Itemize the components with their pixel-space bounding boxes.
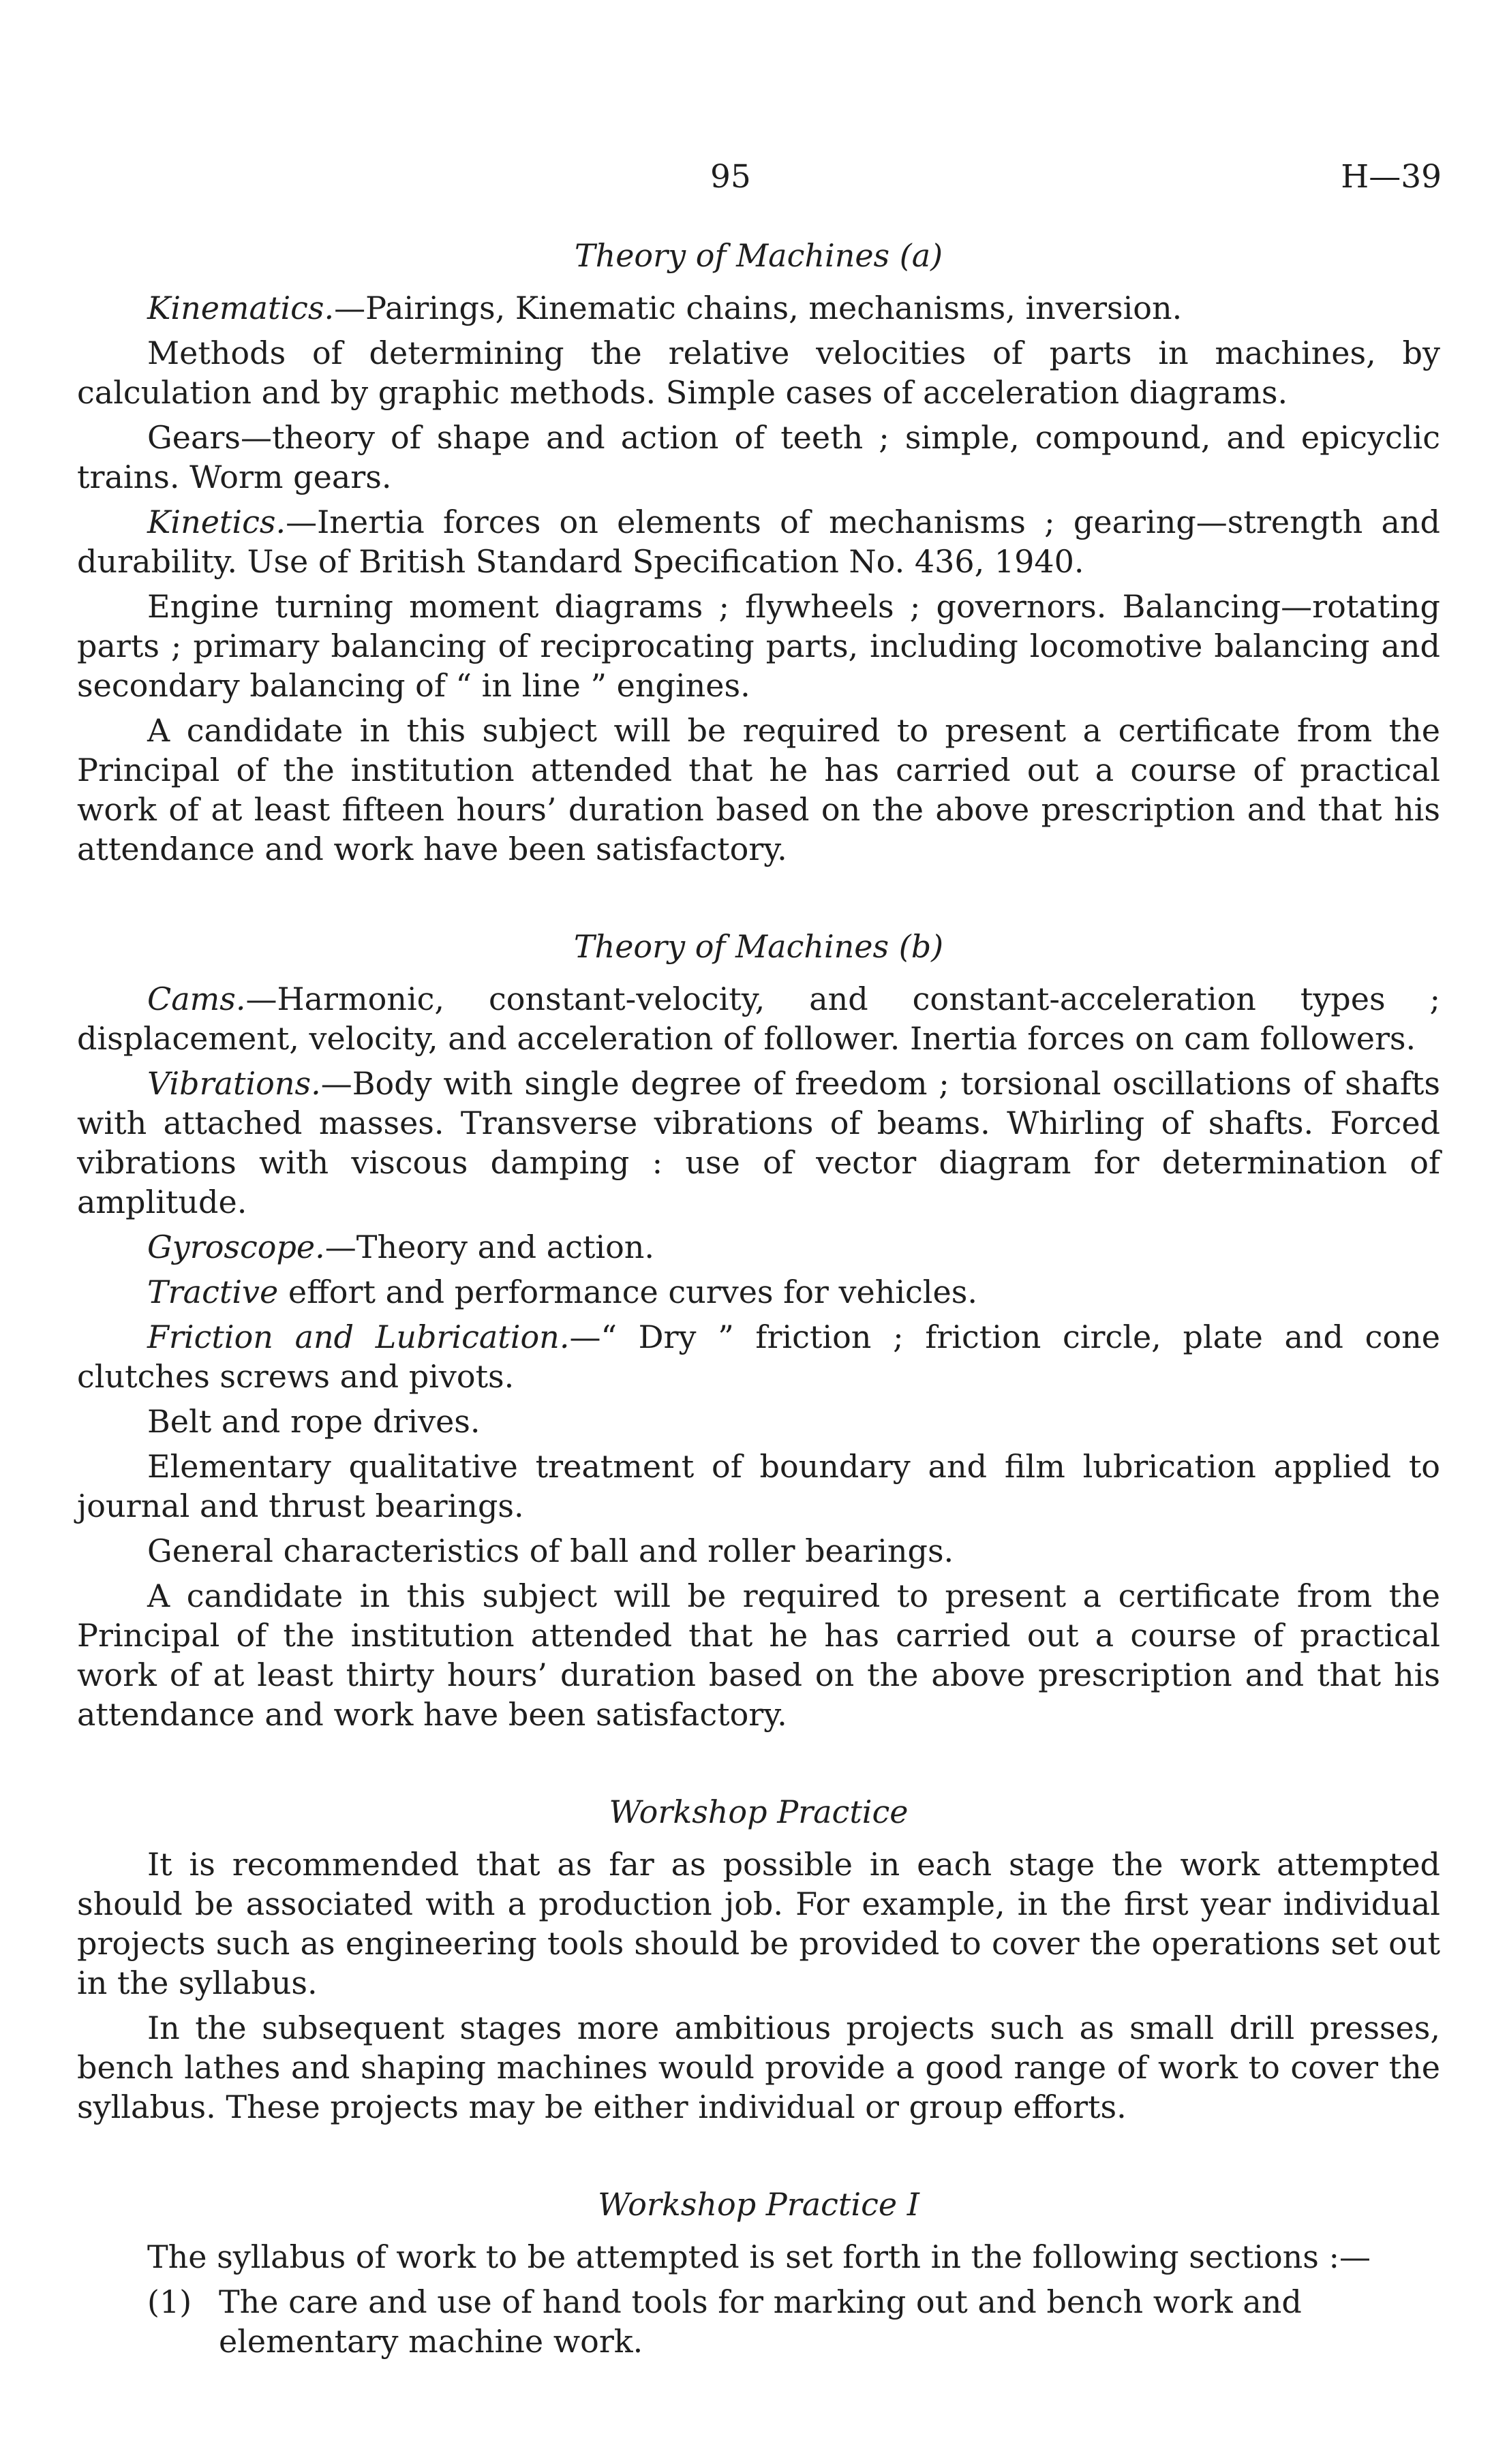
paragraph-lead: Friction and Lubrication. (147, 1319, 570, 1355)
page-number: 95 (710, 158, 751, 196)
document-reference: H—39 (1341, 158, 1442, 196)
paragraph (77, 979, 1440, 1058)
paragraph (77, 288, 1440, 328)
paragraph (77, 502, 1440, 581)
paragraph-text: A candidate in this subject will be required to present a certificate from the Principal of the institution attended that he has carried out a course of practical work of at least thirty hours’ duration based on the above prescription and that his attendance and work have been satisfactory. (77, 1577, 1440, 1733)
paragraph-lead: Kinetics. (147, 504, 286, 540)
paragraph (77, 1064, 1440, 1222)
paragraph-lead: Vibrations. (147, 1065, 321, 1102)
paragraph (77, 1531, 1440, 1571)
paragraph-text: —Harmonic, constant-velocity, and constant-acceleration types ; displacement, velocity, and acceleration of follower. Inertia forces on cam followers. (77, 981, 1440, 1057)
list-item (77, 2282, 1440, 2361)
paragraph (77, 1845, 1440, 2003)
paragraph-text: Belt and rope drives. (147, 1403, 481, 1440)
paragraph-text: —Pairings, Kinematic chains, mechanisms, inversion. (334, 290, 1183, 326)
paragraph-lead: Tractive (147, 1274, 279, 1310)
section-workshop-practice-i (77, 2184, 1440, 2361)
list-item-text: The care and use of hand tools for marking out and bench work and elementary machine work. (219, 2283, 1302, 2360)
paragraph-lead: Cams. (147, 981, 246, 1017)
paragraph (77, 1447, 1440, 1526)
paragraph-text: It is recommended that as far as possible in each stage the work attempted should be associated with a production job. For example, in the first year individual projects such as engineering tools should be provided to cover the operations set out in the syllabus. (77, 1846, 1440, 2001)
paragraph (77, 1272, 1440, 1312)
paragraph-text: Engine turning moment diagrams ; flywheels ; governors. Balancing—rotating parts ; primary balancing of reciprocating parts, including locomotive balancing and secondary balancing of “ in line ” engines. (77, 588, 1440, 704)
page-content (77, 235, 1440, 2418)
section-theory-of-machines-a (77, 235, 1440, 869)
paragraph (77, 587, 1440, 705)
section-theory-of-machines-b (77, 926, 1440, 1734)
paragraph (77, 1317, 1440, 1396)
paragraph (77, 1402, 1440, 1441)
paragraph (77, 2008, 1440, 2127)
section-title: Theory of Machines (b) (573, 928, 944, 965)
paragraph (77, 1576, 1440, 1734)
paragraph-text: —Inertia forces on elements of mechanisms ; gearing—strength and durability. Use of British Standard Specification No. 436, 1940. (77, 504, 1440, 580)
paragraph-lead: Kinematics. (147, 290, 335, 326)
paragraph-text: In the subsequent stages more ambitious projects such as small drill presses, bench lathes and shaping machines would provide a good range of work to cover the syllabus. These projects may be either individual or group efforts. (77, 2009, 1440, 2125)
paragraph (77, 2237, 1440, 2277)
paragraph (77, 333, 1440, 412)
paragraph-text: Methods of determining the relative velocities of parts in machines, by calculation and by graphic methods. Simple cases of acceleration diagrams. (77, 335, 1440, 411)
paragraph-text: —Theory and action. (324, 1229, 655, 1265)
list-item-number: (1) (147, 2283, 192, 2320)
section-title: Theory of Machines (a) (574, 237, 943, 274)
paragraph-text: effort and performance curves for vehicles. (278, 1274, 977, 1310)
paragraph-text: A candidate in this subject will be required to present a certificate from the Principal of the institution attended that he has carried out a course of practical work of at least fifteen hours’ duration based on the above prescription and that his attendance and work have been satisfactory. (77, 712, 1440, 867)
paragraph-text: —“ Dry ” friction ; friction circle, plate and cone clutches screws and pivots. (77, 1319, 1440, 1395)
paragraph (77, 1227, 1440, 1267)
section-title: Workshop Practice (609, 1793, 909, 1830)
paragraph-text: General characteristics of ball and roller bearings. (147, 1533, 954, 1569)
section-title: Workshop Practice I (598, 2186, 919, 2223)
section-workshop-practice (77, 1791, 1440, 2127)
paragraph-text: Elementary qualitative treatment of boundary and film lubrication applied to journal and thrust bearings. (77, 1448, 1440, 1524)
paragraph (77, 711, 1440, 869)
paragraph-text: The syllabus of work to be attempted is set forth in the following sections :— (147, 2238, 1371, 2275)
page-header (0, 158, 1507, 206)
paragraph-text: —Body with single degree of freedom ; torsional oscillations of shafts with attached masses. Transverse vibrations of beams. Whirling of shafts. Forced vibrations with viscous damping : use of vector diagram for determination of amplitude. (77, 1065, 1440, 1220)
paragraph (77, 418, 1440, 497)
paragraph-lead: Gyroscope. (147, 1229, 325, 1265)
paragraph-text: Gears—theory of shape and action of teeth ; simple, compound, and epicyclic trains. Worm gears. (77, 419, 1440, 495)
